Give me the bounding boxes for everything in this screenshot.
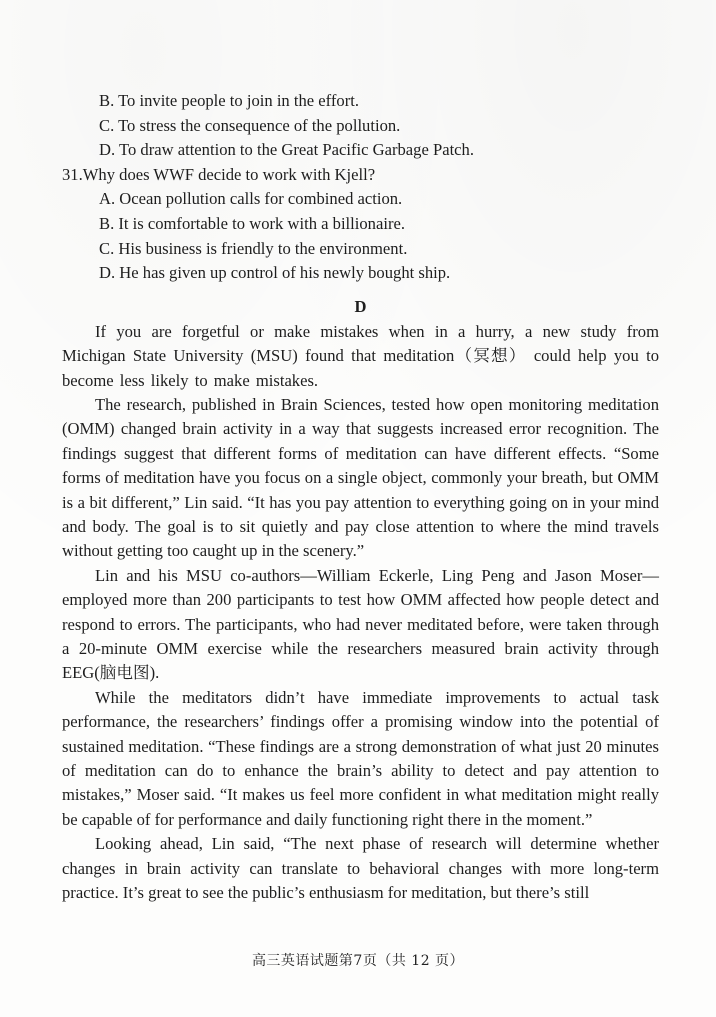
passage-paragraph: If you are forgetful or make mistakes when in a hurry, a new study from Michigan State University (MSU) found that meditation（冥想） could help you to become less likely to make mistakes. [62, 321, 659, 390]
passage-paragraph: Lin and his MSU co-authors—William Eckerle, Ling Peng and Jason Moser—employed more than 200 participants to test how OMM affected how people detect and respond to errors. The participants, who had never meditated before, were taken through a 20-minute OMM exercise while the researchers measured brain activity through EEG(脑电图). [62, 565, 659, 683]
option-b: B. To invite people to join in the effort. [99, 91, 359, 110]
passage-paragraph: While the meditators didn’t have immediate improvements to actual task performance, the researchers’ findings offer a promising window into the potential of sustained meditation. “These findings are a strong demonstration of what just 20 minutes of meditation can do to enhance the brain’s ability to detect and pay attention to mistakes,” Moser said. “It makes us feel more confident in what meditation might really be capable of for performance and daily functioning right there in the moment.” [62, 687, 659, 829]
option-d: D. To draw attention to the Great Pacific Garbage Patch. [99, 140, 474, 160]
passage-d [62, 294, 659, 906]
passage-paragraph: Looking ahead, Lin said, “The next phase of research will determine whether changes in brain activity can translate to behavioral changes with more long-term practice. It’s great to see the public’s enthusiasm for meditation, but there’s still [62, 834, 659, 903]
option-d: D. He has given up control of his newly bought ship. [99, 263, 451, 283]
page-content [62, 89, 659, 906]
question-31 [62, 163, 659, 286]
question-stem: 31.Why does WWF decide to work with Kjell? [62, 164, 376, 184]
option-c: C. To stress the consequence of the pollution. [99, 115, 401, 135]
option-b: B. It is comfortable to work with a billionaire. [99, 213, 405, 233]
option-a: A. Ocean pollution calls for combined action. [99, 189, 403, 209]
option-c: C. His business is friendly to the environment. [99, 238, 408, 258]
section-heading: D [354, 296, 367, 316]
passage-paragraph: The research, published in Brain Sciences, tested how open monitoring meditation (OMM) changed brain activity in a way that suggests increased error recognition. The findings suggest that different forms of meditation can have different effects. “Some forms of meditation have you focus on a single object, commonly your breath, but OMM is a bit different,” Lin said. “It has you pay attention to everything going on in your mind and body. The goal is to sit quietly and pay close attention to where the mind travels without getting too caught up in the scenery.” [62, 394, 659, 561]
page-footer: 高三英语试题第7页（共 12 页） [251, 953, 465, 969]
previous-question-options [62, 89, 659, 163]
